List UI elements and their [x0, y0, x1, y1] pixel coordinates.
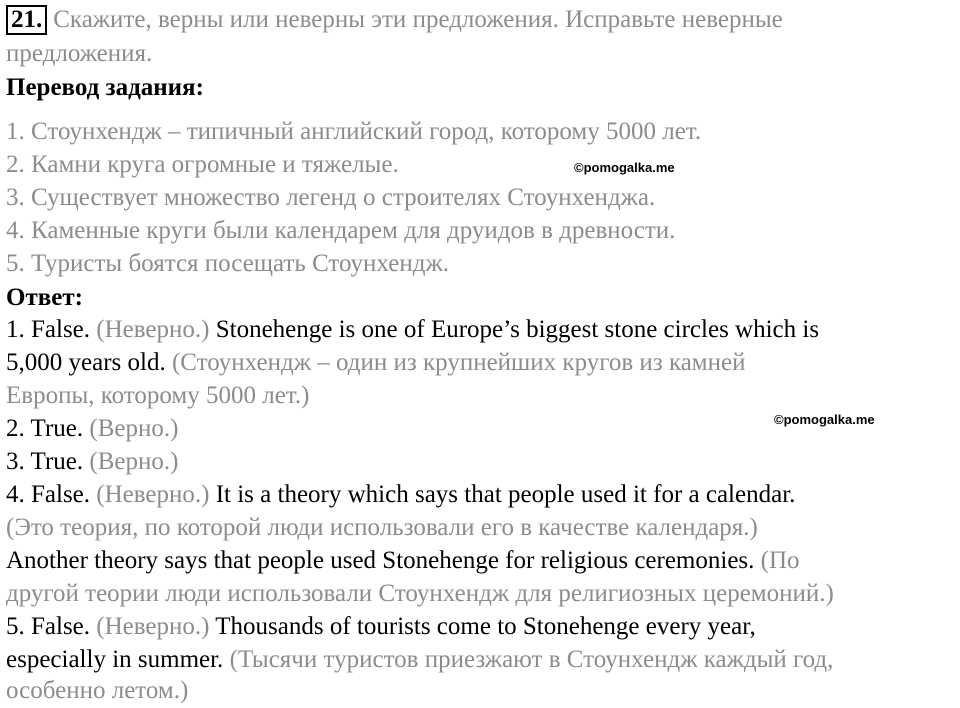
answer-3-line — [6, 446, 178, 479]
answer-4-note-2: (Это теория, по которой люди использовали его в качестве календаря.) — [6, 514, 758, 541]
answer-4-line-1 — [6, 479, 795, 512]
answer-5-note-2: (Тысячи туристов приезжают в Стоунхендж каждый год, — [229, 646, 834, 673]
answer-5-note-3: особенно летом.) — [6, 677, 189, 704]
answer-4-line-3 — [6, 545, 800, 578]
translation-item-3: 3. Существует множество легенд о строителях Стоунхенджа. — [6, 184, 656, 211]
translation-heading: Перевод задания: — [6, 74, 204, 101]
instruction-line-1 — [6, 4, 783, 37]
answer-2-line — [6, 413, 178, 446]
answer-4-label: 4. False. — [6, 481, 91, 508]
answer-2-label: 2. True. — [6, 415, 84, 442]
answer-1-label: 1. False. — [6, 316, 91, 343]
watermark-2: ©pomogalka.me — [774, 412, 875, 427]
answer-1-line-1 — [6, 314, 819, 347]
answer-5-text-2: especially in summer. — [6, 646, 224, 673]
translation-item-1: 1. Стоунхендж – типичный английский город, которому 5000 лет. — [6, 118, 702, 145]
answer-1-note-3: Европы, которому 5000 лет.) — [6, 382, 310, 409]
translation-item-4: 4. Каменные круги были календарем для друидов в древности. — [6, 217, 676, 244]
answer-4-note-3: (По — [760, 547, 800, 574]
answer-5-line-1 — [6, 611, 756, 644]
exercise-number: 21. — [6, 5, 47, 35]
answer-1-note-2: (Стоунхендж – один из крупнейших кругов из камней — [171, 349, 746, 376]
answer-5-line-2 — [6, 644, 833, 677]
answer-2-translation: (Верно.) — [89, 415, 179, 442]
answer-heading: Ответ: — [6, 284, 83, 311]
answer-4-text-3: Another theory says that people used Stonehenge for religious ceremonies. — [6, 547, 755, 574]
answer-5-text-1: Thousands of tourists come to Stonehenge every year, — [215, 613, 756, 640]
answer-5-label: 5. False. — [6, 613, 91, 640]
watermark-1: ©pomogalka.me — [574, 160, 675, 175]
translation-item-5: 5. Туристы боятся посещать Стоунхендж. — [6, 250, 450, 277]
answer-4-text-1: It is a theory which says that people used it for a calendar. — [215, 481, 796, 508]
answer-5-translation: (Неверно.) — [96, 613, 210, 640]
answer-4-note-4: другой теории люди использовали Стоунхендж для религиозных церемоний.) — [6, 580, 834, 607]
answer-1-text-1: Stonehenge is one of Europe’s biggest stone circles which is — [215, 316, 820, 343]
answer-1-line-2 — [6, 347, 745, 380]
answer-3-label: 3. True. — [6, 448, 84, 475]
answer-3-translation: (Верно.) — [89, 448, 179, 475]
instruction-text: Скажите, верны или неверны эти предложения. Исправьте неверные — [53, 6, 783, 33]
translation-item-2: 2. Камни круга огромные и тяжелые. — [6, 151, 399, 178]
answer-1-text-2: 5,000 years old. — [6, 349, 166, 376]
answer-1-translation: (Неверно.) — [96, 316, 210, 343]
instruction-line-2: предложения. — [6, 40, 153, 67]
answer-4-translation: (Неверно.) — [96, 481, 210, 508]
